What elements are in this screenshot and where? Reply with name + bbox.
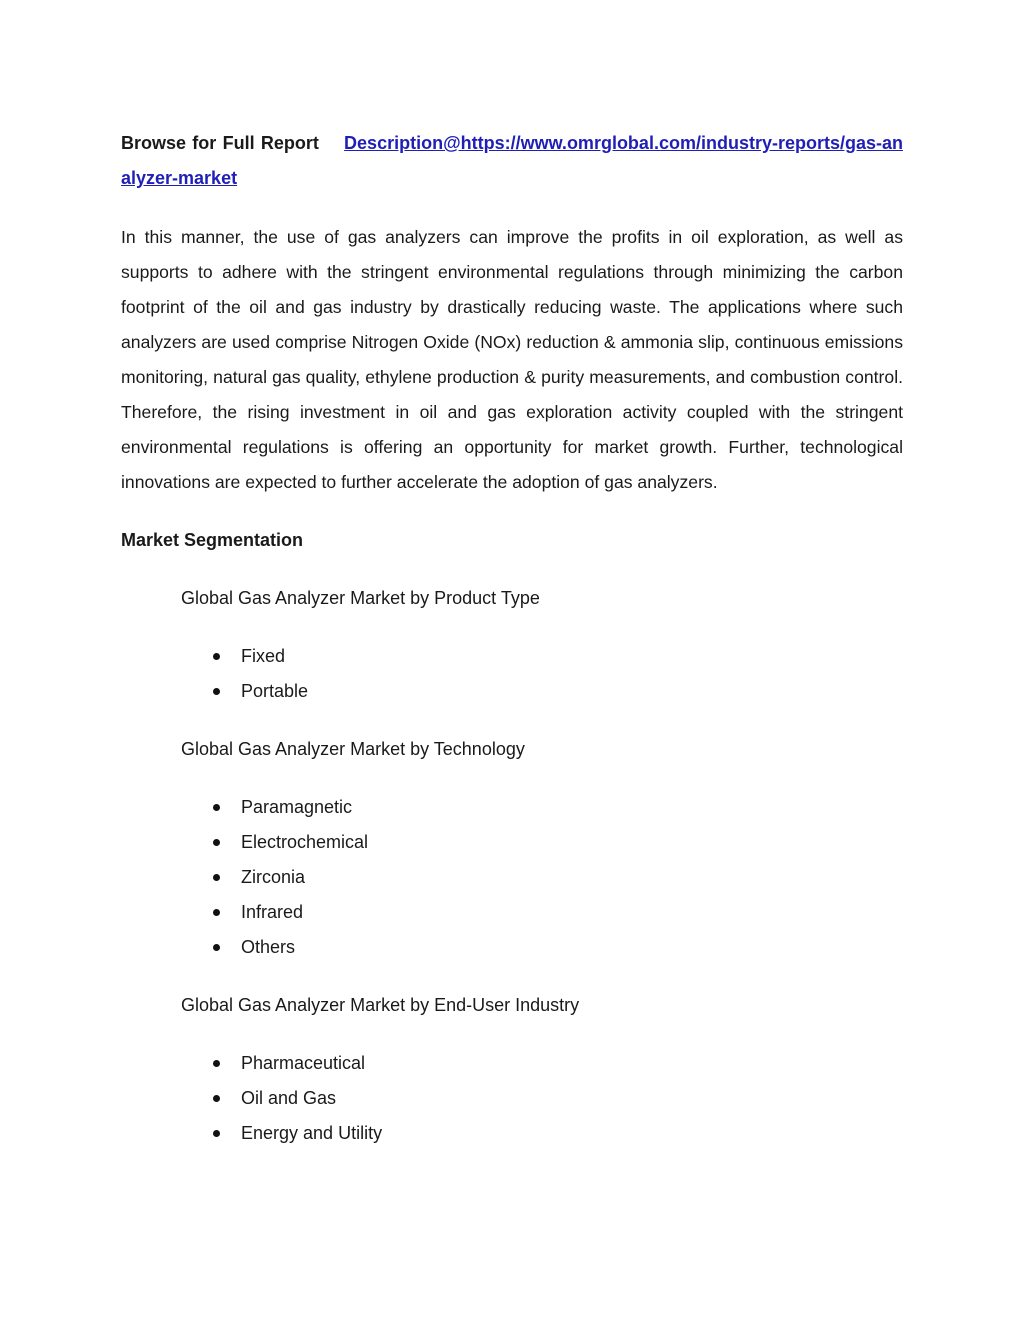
bullet-icon (213, 909, 220, 916)
bullet-icon (213, 1095, 220, 1102)
browse-line (121, 126, 903, 196)
list-item: Oil and Gas (241, 1081, 903, 1116)
list-item: Infrared (241, 895, 903, 930)
bullet-list-product-type (121, 639, 903, 709)
group-title-technology: Global Gas Analyzer Market by Technology (181, 739, 525, 759)
list-item: Zirconia (241, 860, 903, 895)
bullet-icon (213, 653, 220, 660)
group-title-end-user: Global Gas Analyzer Market by End-User Industry (181, 995, 580, 1015)
list-item: Energy and Utility (241, 1116, 903, 1151)
group-title-product-type: Global Gas Analyzer Market by Product Type (181, 588, 540, 608)
bullet-icon (213, 1060, 220, 1067)
bullet-icon (213, 688, 220, 695)
bullet-icon (213, 839, 220, 846)
list-item: Electrochemical (241, 825, 903, 860)
section-title: Market Segmentation (121, 530, 304, 550)
browse-prefix: Browse for Full Report (121, 133, 319, 153)
list-item: Fixed (241, 639, 903, 674)
list-item: Paramagnetic (241, 790, 903, 825)
bullet-list-end-user (121, 1046, 903, 1151)
bullet-icon (213, 804, 220, 811)
bullet-icon (213, 874, 220, 881)
report-link[interactable]: Description@https://www.omrglobal.com/industry-reports/gas-analyzer-market (121, 133, 903, 188)
bullet-list-technology (121, 790, 903, 965)
list-item: Pharmaceutical (241, 1046, 903, 1081)
list-item: Others (241, 930, 903, 965)
list-item: Portable (241, 674, 903, 709)
document-content (121, 126, 903, 1151)
bullet-icon (213, 944, 220, 951)
bullet-icon (213, 1130, 220, 1137)
body-paragraph: In this manner, the use of gas analyzers can improve the profits in oil exploration, as well as supports to adhere with the stringent environmental regulations through minimizing the carbon footprint of the oil and gas industry by drastically reducing waste. The applications where such analyzers are used comprise Nitrogen Oxide (NOx) reduction & ammonia slip, continuous emissions monitoring, natural gas quality, ethylene production & purity measurements, and combustion control. Therefore, the rising investment in oil and gas exploration activity coupled with the stringent environmental regulations is offering an opportunity for market growth. Further, technological innovations are expected to further accelerate the adoption of gas analyzers. (121, 227, 903, 492)
